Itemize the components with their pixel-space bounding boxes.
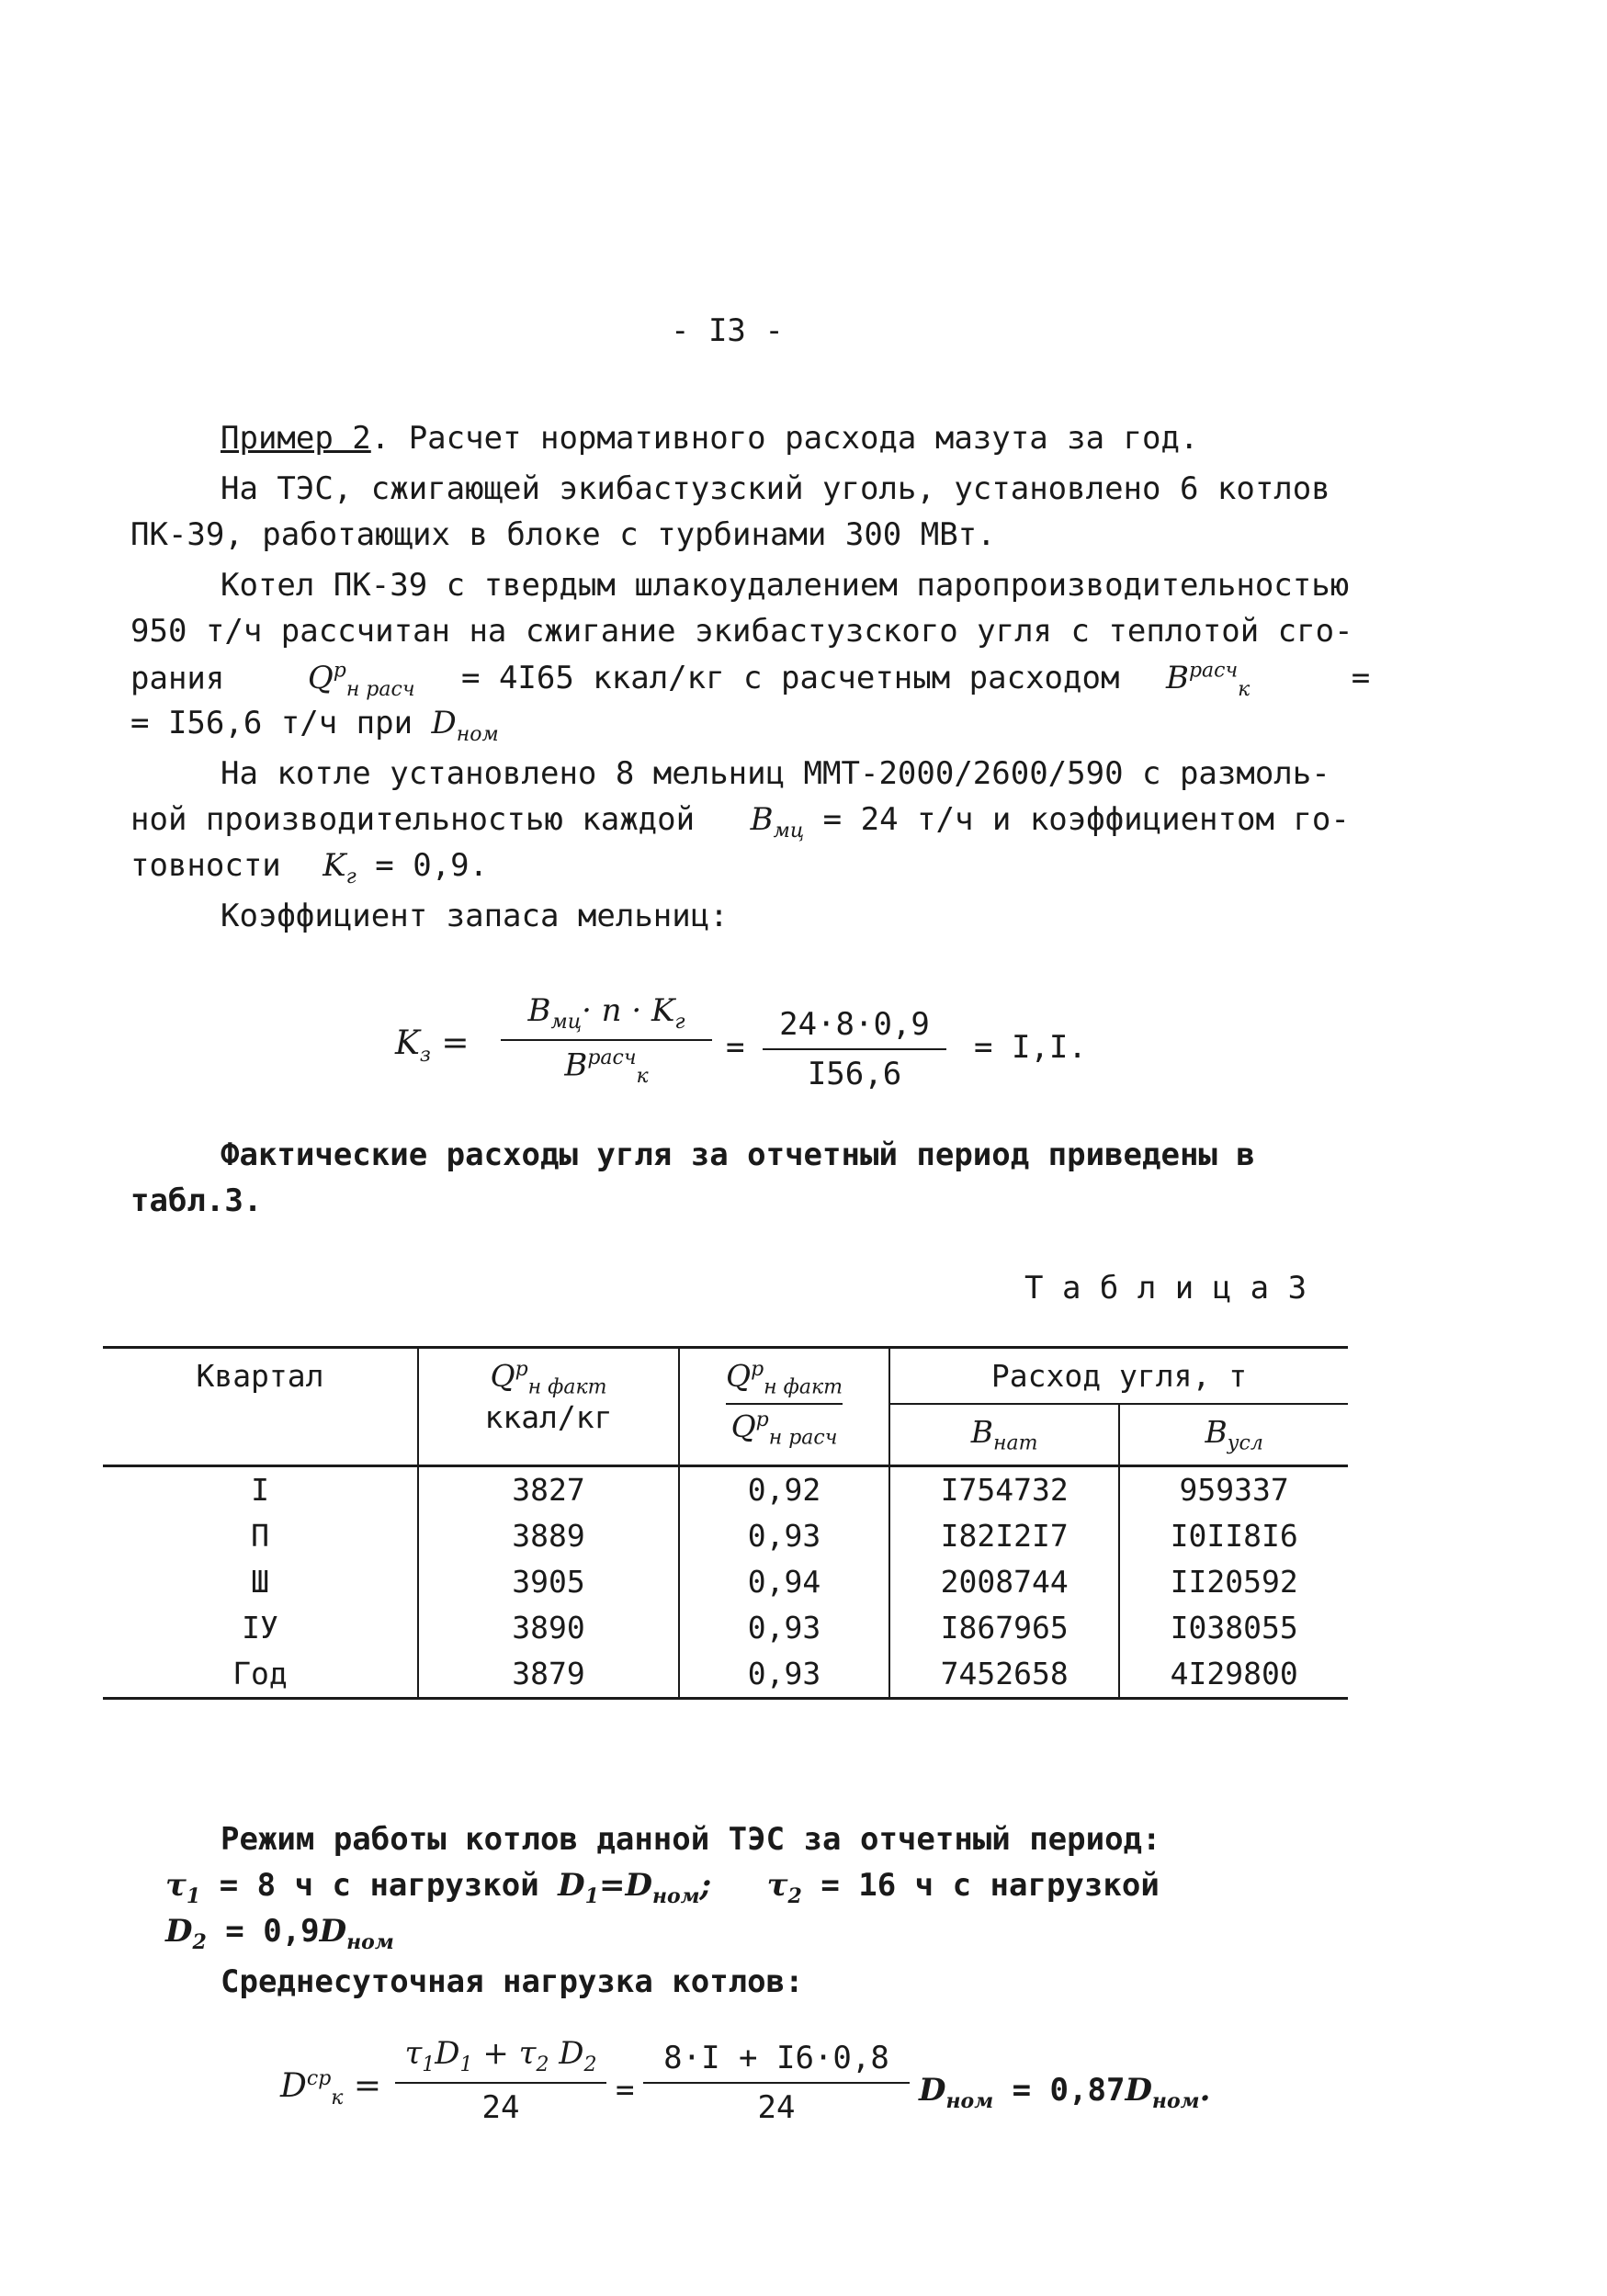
- table-cell-ratio: 0,93: [679, 1651, 889, 1699]
- table-cell-b-usl: I038055: [1170, 1610, 1298, 1646]
- text-equals: =: [1351, 660, 1371, 697]
- table-cell-quarter: IУ: [103, 1605, 418, 1651]
- text-mill-capacity: ной производительностью каждой: [130, 801, 696, 838]
- formula-1-fraction-numeric: [763, 1006, 946, 1092]
- paragraph-2-line-4: [130, 707, 499, 745]
- formula-2-fraction-numeric: [643, 2040, 910, 2126]
- table-row: [103, 1513, 1348, 1559]
- text-mode-3: = 0,9: [225, 1913, 320, 1950]
- table-header-quarter: Квартал: [103, 1348, 418, 1466]
- paragraph-5-line-1: Фактические расходы угля за отчетный период приведены в: [221, 1137, 1255, 1173]
- table-caption: Т а б л и ц а 3: [1024, 1270, 1307, 1306]
- table-cell-heat-value: 3879: [418, 1651, 679, 1699]
- text-combustion: рания: [130, 660, 225, 697]
- page-number: - I3 -: [671, 312, 784, 349]
- table-cell-b-usl: II20592: [1170, 1564, 1298, 1600]
- formula-2-lhs: $D^{ср}_к$ =: [280, 2067, 382, 2110]
- paragraph-3-line-1: На котле установлено 8 мельниц ММТ-2000/2600/590 с размоль-: [221, 755, 1330, 792]
- symbol-d1-equals-dnom: $D_1=D_{ном}$;: [558, 1867, 712, 1908]
- table-header-unit: ккал/кг: [484, 1398, 613, 1435]
- table-cell-heat-value: 3889: [418, 1513, 679, 1559]
- symbol-d-nom-3: $D_{ном}$: [919, 2072, 994, 2113]
- table-cell-b-usl: 4I29800: [1119, 1651, 1348, 1699]
- table-header-consumption: Расход угля, т: [889, 1348, 1348, 1405]
- text-readiness: товности: [130, 847, 281, 884]
- symbol-b-calc: $B^{расч}_к$: [1165, 660, 1251, 702]
- paragraph-3-line-3: [130, 847, 489, 888]
- table-header-b-usl: $B_{усл}$: [1119, 1404, 1348, 1465]
- formula-2-equals: =: [616, 2072, 635, 2109]
- table-cell-b-usl: 959337: [1179, 1472, 1289, 1509]
- data-table: [103, 1346, 1348, 1700]
- table-cell-ratio: 0,92: [679, 1465, 889, 1513]
- symbol-k-g: $K_г$: [323, 847, 356, 888]
- paragraph-2-line-2: 950 т/ч рассчитан на сжигание экибастузского угля с теплотой сго-: [130, 613, 1353, 650]
- paragraph-6-line-3: [165, 1913, 394, 1954]
- table-row: [103, 1559, 1348, 1605]
- table-cell-quarter: Ш: [103, 1559, 418, 1605]
- table-row: [103, 1605, 1348, 1651]
- paragraph-5-line-2: табл.3.: [130, 1182, 263, 1219]
- symbol-d-nom-4: $D_{ном}$.: [1125, 2072, 1211, 2113]
- table-cell-heat-value: 3827: [418, 1465, 679, 1513]
- paragraph-2-line-1: Котел ПК-39 с твердым шлакоудалением паропроизводительностью: [221, 567, 1350, 604]
- formula-2-numerator: 8·I + I6·0,8: [663, 2040, 889, 2076]
- table-cell-b-nat: I754732: [889, 1465, 1119, 1513]
- table-cell-heat-value: 3890: [418, 1605, 679, 1651]
- symbol-d-nom: $D_{ном}$: [431, 705, 499, 746]
- paragraph-3-line-2: [130, 801, 1350, 843]
- example-title: Пример 2: [221, 420, 371, 457]
- symbol-d2: $D_2$: [165, 1913, 207, 1954]
- table-row: [103, 1465, 1348, 1513]
- symbol-d-nom-2: $D_{ном}$: [319, 1913, 394, 1954]
- paragraph-4: Коэффициент запаса мельниц:: [221, 898, 729, 934]
- symbol-b-mc: $B_{мц}$: [750, 801, 805, 843]
- table-header-b-nat: $B_{нат}$: [889, 1404, 1119, 1465]
- formula-1-fraction-symbolic: $B_{мц}\cdot n \cdot K_г$ $B^{расч}_к$: [501, 992, 712, 1088]
- text-readiness-value: = 0,9.: [375, 847, 489, 884]
- table-cell-b-nat: I82I2I7: [889, 1513, 1119, 1559]
- text-mode-1: = 8 ч с нагрузкой: [219, 1867, 539, 1904]
- table-cell-ratio: 0,94: [679, 1559, 889, 1605]
- formula-2-result: [919, 2072, 1210, 2113]
- table-cell-quarter: I: [103, 1465, 418, 1513]
- formula-1-denominator: I56,6: [807, 1056, 902, 1092]
- paragraph-6-line-2: [165, 1867, 1160, 1908]
- table-cell-b-nat: 2008744: [889, 1559, 1119, 1605]
- table-cell-quarter: Год: [103, 1651, 418, 1699]
- paragraph-1-line-1: На ТЭС, сжигающей экибастузский уголь, установлено 6 котлов: [221, 470, 1330, 507]
- example-heading: [221, 420, 1199, 457]
- table-cell-b-nat: I867965: [889, 1605, 1119, 1651]
- text-consumption: = I56,6 т/ч при: [130, 705, 413, 741]
- symbol-tau-1: $\tau_1$: [165, 1867, 201, 1908]
- text-mode-2: = 16 ч с нагрузкой: [820, 1867, 1160, 1904]
- formula-2-fraction-symbolic: $\tau_1D_1 + \tau_2$ $D_2$ 24: [395, 2035, 606, 2126]
- table-header-heat-value: [418, 1348, 679, 1466]
- example-title-rest: . Расчет нормативного расхода мазута за год.: [370, 420, 1199, 457]
- table-cell-b-nat: 7452658: [889, 1651, 1119, 1699]
- table-header-ratio: $\frac{Q^р_{н факт}}{Q^р_{н расч}}$: [679, 1348, 889, 1466]
- symbol-tau-2: $\tau_2$: [766, 1867, 802, 1908]
- table-row: [103, 1651, 1348, 1699]
- table-cell-ratio: 0,93: [679, 1605, 889, 1651]
- formula-2-result-value: = 0,87: [1012, 2072, 1126, 2109]
- table-cell-b-usl: I0II8I6: [1170, 1518, 1298, 1555]
- text-heat-value: = 4I65 ккал/кг с расчетным расходом: [461, 660, 1120, 697]
- symbol-q-calc: $Q^р_{н расч}$: [307, 660, 415, 702]
- paragraph-6-line-1: Режим работы котлов данной ТЭС за отчетный период:: [221, 1821, 1161, 1858]
- paragraph-1-line-2: ПК-39, работающих в блоке с турбинами 300 МВт.: [130, 516, 996, 553]
- formula-2-denominator-2: 24: [757, 2089, 796, 2126]
- text-mill-value: = 24 т/ч и коэффициентом го-: [822, 801, 1350, 838]
- formula-1-result: = I,I.: [974, 1029, 1087, 1066]
- formula-1-numerator: 24·8·0,9: [779, 1006, 930, 1043]
- paragraph-2-line-3: [130, 662, 1370, 700]
- formula-1-equals: =: [726, 1029, 745, 1066]
- paragraph-7: Среднесуточная нагрузка котлов:: [221, 1963, 804, 2000]
- formula-1-lhs: $K_з$ =: [395, 1024, 470, 1068]
- table-cell-heat-value: 3905: [418, 1559, 679, 1605]
- table-cell-ratio: 0,93: [679, 1513, 889, 1559]
- table-cell-quarter: П: [103, 1513, 418, 1559]
- table-header-q-fact: $Q^р_{н факт}$: [490, 1358, 607, 1399]
- formula-2-denominator-1: 24: [481, 2088, 520, 2126]
